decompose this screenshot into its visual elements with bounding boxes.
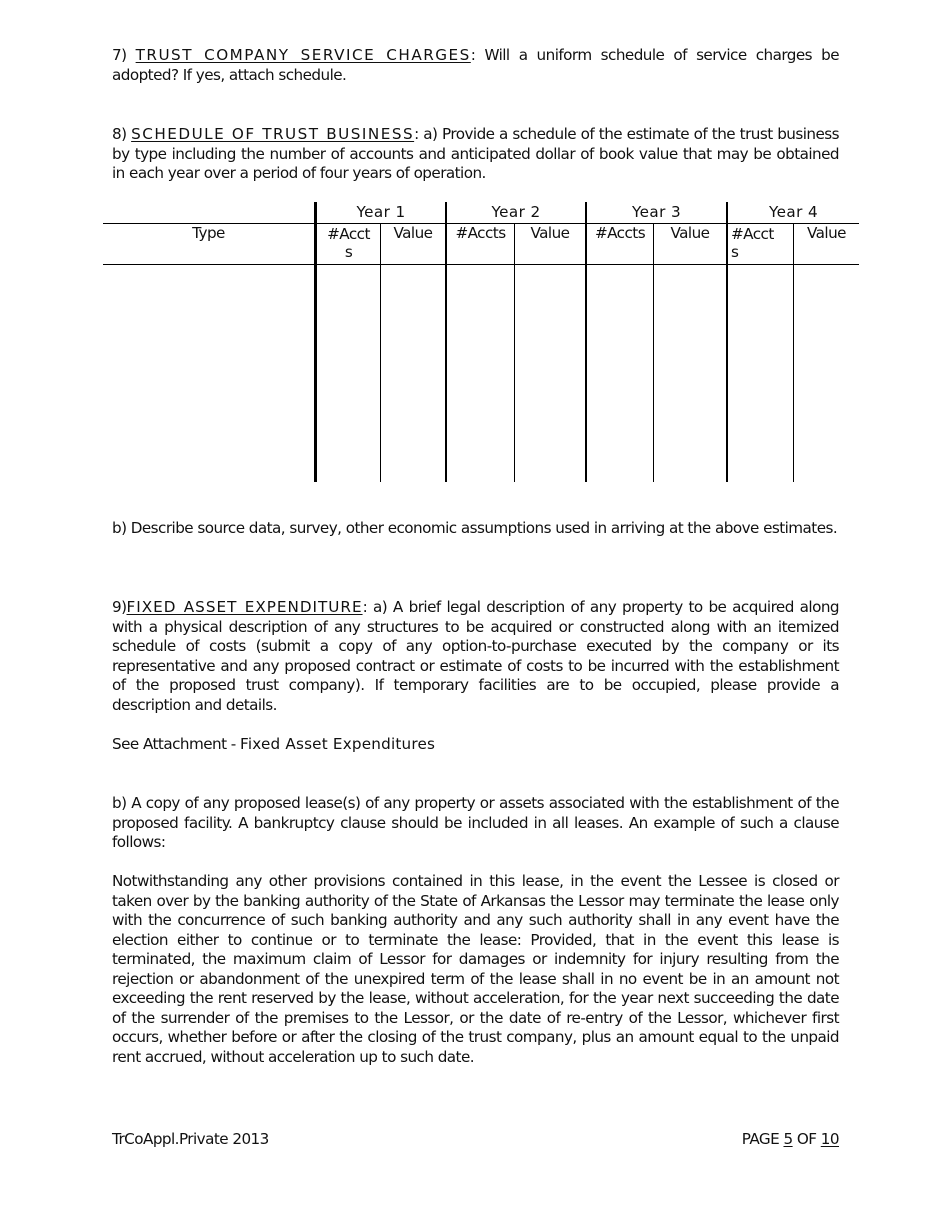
page-label: PAGE <box>741 1130 784 1148</box>
attachment-name: Fixed Asset Expenditures <box>239 735 436 753</box>
table-divider-year2-inner <box>514 224 515 482</box>
section-9-text: : a) A brief legal description of any property to be acquired along with a physical description of any structures to be acquired or constructed along with an itemized schedule of costs (submit a copy of any option-to-purchase executed by the company or its representative and any proposed contract or estimate of costs to be incurred with the establishment of the proposed trust company). If temporary facilities are to be occupied, please provide a description and details. <box>112 598 839 714</box>
section-8-title: SCHEDULE OF TRUST BUSINESS <box>131 125 415 143</box>
year-2-header: Year 2 <box>491 203 541 221</box>
year-4-header: Year 4 <box>768 203 819 221</box>
footer-document-id: TrCoAppl.Private 2013 <box>112 1130 269 1148</box>
page-total: 10 <box>820 1130 839 1148</box>
section-8-text: : a) Provide a schedule of the estimate of the trust business by type including the number of accounts and anticipated dollar of book value that may be obtained in each year over a period of four years of operation. <box>112 125 840 182</box>
year-2-value-header: Value <box>530 224 570 242</box>
section-7-number: 7) <box>112 46 127 64</box>
table-divider-year4-inner <box>793 224 794 482</box>
table-divider-year1-inner <box>380 224 381 482</box>
bankruptcy-clause: Notwithstanding any other provisions contained in this lease, in the event the Lessee is closed or taken over by the banking authority of the State of Arkansas the Lessor may terminate the lease only with the concurrence of such banking authority and any such authority shall in any event have the election either to continue or to terminate the lease: Provided, that in the event this lease is terminated, the maximum claim of Lessor for damages or indemnity for injury resulting from the rejection or abandonment of the unexpired term of the lease shall in no event be in an amount not exceeding the rent reserved by the lease, without acceleration, for the year next succeeding the date of the surrender of the premises to the Lessor, or the date of re-entry of the Lessor, whichever first occurs, whether before or after the closing of the trust company, plus an amount equal to the unpaid rent accrued, without acceleration up to such date. <box>112 872 839 1066</box>
section-9-title: FIXED ASSET EXPENDITURE <box>126 598 363 616</box>
section-9-part-b: b) A copy of any proposed lease(s) of any property or assets associated with the establishment of the proposed facility. A bankruptcy clause should be included in all leases. An example of such a clause follows: <box>112 794 839 851</box>
section-8-part-b: b) Describe source data, survey, other economic assumptions used in arriving at the above estimates. <box>112 519 838 537</box>
section-8-number: 8) <box>112 125 127 143</box>
section-7-text: : Will a uniform schedule of service charges be adopted? If yes, attach schedule. <box>112 46 840 84</box>
table-divider-year2 <box>585 202 587 482</box>
year-3-header: Year 3 <box>631 203 682 221</box>
year-2-accts-header: #Accts <box>455 224 506 242</box>
section-9-number: 9) <box>112 598 127 616</box>
trust-business-schedule-table <box>103 202 859 482</box>
type-column-header: Type <box>192 224 225 242</box>
attachment-prefix: See Attachment - <box>112 735 240 753</box>
year-1-accts-header: #Acct s <box>327 225 370 261</box>
section-7 <box>112 46 839 85</box>
section-9 <box>112 598 839 715</box>
table-divider-year1 <box>445 202 447 482</box>
year-1-value-header: Value <box>393 224 433 242</box>
section-8 <box>112 125 839 184</box>
attachment-reference <box>112 735 839 755</box>
page-current: 5 <box>783 1130 793 1148</box>
table-divider-year3 <box>726 202 728 482</box>
year-3-accts-header: #Accts <box>594 224 646 242</box>
year-1-header: Year 1 <box>356 203 406 221</box>
year-4-accts-header: #Acct s <box>731 225 774 261</box>
year-3-value-header: Value <box>670 224 710 242</box>
year-4-value-header: Value <box>807 224 846 242</box>
table-body-rule <box>103 264 859 265</box>
footer-page-number <box>742 1130 839 1150</box>
section-7-title: TRUST COMPANY SERVICE CHARGES <box>135 46 471 64</box>
table-divider-year3-inner <box>653 224 654 482</box>
page-of: OF <box>792 1130 821 1148</box>
